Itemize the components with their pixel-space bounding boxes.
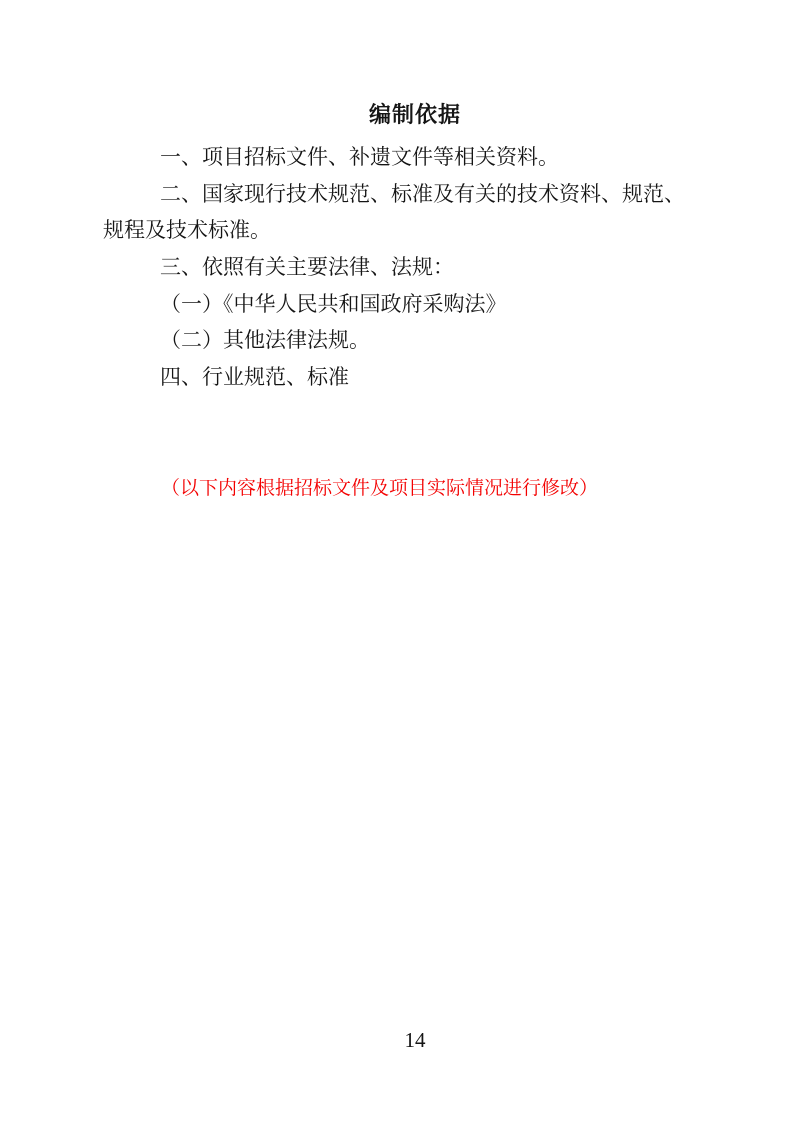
page-number-label: 14 — [404, 1028, 426, 1052]
paragraph-line-5: （一）《中华人民共和国政府采购法》 — [160, 292, 507, 316]
paragraph-line-6: （二）其他法律法规。 — [160, 328, 370, 352]
paragraph-line-1: 一、项目招标文件、补遗文件等相关资料。 — [160, 145, 559, 169]
page-title: 编制依据 — [368, 102, 461, 127]
revision-note: （以下内容根据招标文件及项目实际情况进行修改） — [161, 478, 599, 499]
paragraph-line-4: 三、依照有关主要法律、法规： — [160, 255, 454, 279]
paragraph-line-3: 规程及技术标准。 — [103, 218, 271, 242]
paragraph-line-7: 四、行业规范、标准 — [160, 365, 349, 389]
paragraph-line-2: 二、国家现行技术规范、标准及有关的技术资料、规范、 — [160, 182, 685, 206]
